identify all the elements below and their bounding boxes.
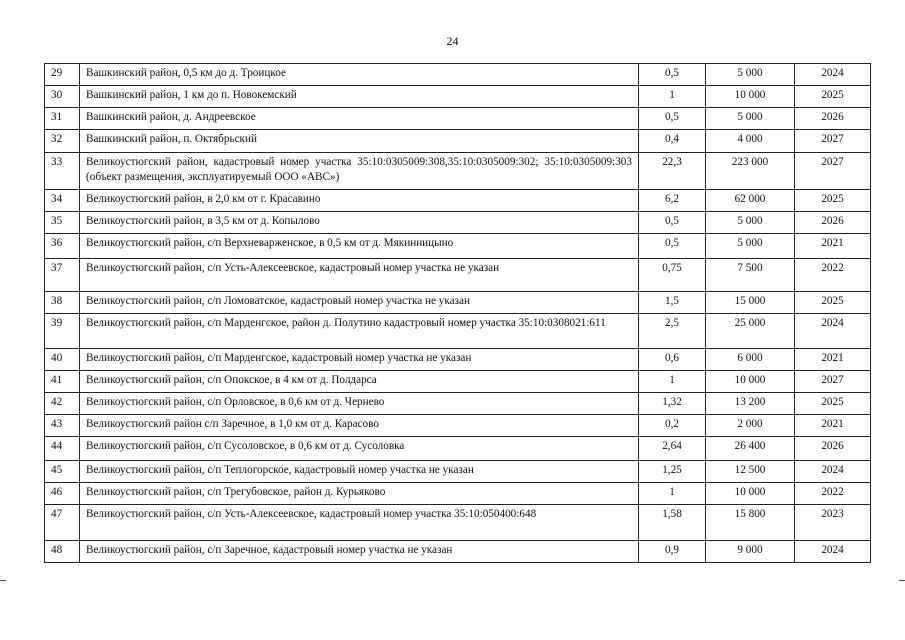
table-row — [45, 259, 871, 292]
area-cell: 0,6 — [639, 349, 706, 371]
area-cell: 0,5 — [639, 64, 706, 86]
year-cell: 2024 — [795, 314, 871, 349]
row-number-cell: 45 — [45, 461, 80, 483]
page-number: 24 — [446, 34, 459, 48]
year-cell: 2026 — [795, 108, 871, 130]
location-cell: Великоустюгский район, с/п Ломоватское, кадастровый номер участка не указан — [80, 292, 639, 314]
table-row — [45, 483, 871, 505]
year-cell: 2027 — [795, 371, 871, 393]
area-cell: 0,75 — [639, 259, 706, 292]
cost-cell: 223 000 — [706, 153, 795, 190]
area-cell: 2,5 — [639, 314, 706, 349]
row-number-cell: 34 — [45, 190, 80, 212]
year-cell: 2027 — [795, 130, 871, 153]
location-cell: Великоустюгский район, с/п Марденгское, кадастровый номер участка не указан — [80, 349, 639, 371]
cost-cell: 5 000 — [706, 64, 795, 86]
row-number-cell: 29 — [45, 64, 80, 86]
area-cell: 1,32 — [639, 393, 706, 415]
cost-cell: 62 000 — [706, 190, 795, 212]
location-cell: Великоустюгский район, с/п Трегубовское, район д. Курьяково — [80, 483, 639, 505]
location-cell: Великоустюгский район, с/п Сусоловское, в 0,6 км от д. Сусоловка — [80, 437, 639, 461]
year-cell: 2021 — [795, 415, 871, 437]
area-cell: 1,25 — [639, 461, 706, 483]
row-number-cell: 35 — [45, 212, 80, 234]
year-cell: 2024 — [795, 64, 871, 86]
cost-cell: 10 000 — [706, 483, 795, 505]
year-cell: 2026 — [795, 212, 871, 234]
row-number-cell: 30 — [45, 86, 80, 108]
table-row — [45, 541, 871, 563]
table-row — [45, 371, 871, 393]
year-cell: 2025 — [795, 292, 871, 314]
area-cell: 2,64 — [639, 437, 706, 461]
year-cell: 2025 — [795, 393, 871, 415]
cost-cell: 4 000 — [706, 130, 795, 153]
table-row — [45, 212, 871, 234]
area-cell: 0,9 — [639, 541, 706, 563]
table-row — [45, 437, 871, 461]
cost-cell: 6 000 — [706, 349, 795, 371]
year-cell: 2022 — [795, 483, 871, 505]
table-row — [45, 349, 871, 371]
area-cell: 1 — [639, 483, 706, 505]
row-number-cell: 41 — [45, 371, 80, 393]
area-cell: 22,3 — [639, 153, 706, 190]
year-cell: 2025 — [795, 190, 871, 212]
location-cell: Великоустюгский район, с/п Усть-Алексеевское, кадастровый номер участка 35:10:050400:648 — [80, 505, 639, 541]
row-number-cell: 43 — [45, 415, 80, 437]
cost-cell: 5 000 — [706, 212, 795, 234]
area-cell: 1,58 — [639, 505, 706, 541]
location-cell: Великоустюгский район, с/п Марденгское, район д. Полутино кадастровый номер участка 35:10:0308021:611 — [80, 314, 639, 349]
year-cell: 2024 — [795, 541, 871, 563]
location-cell: Вашкинский район, п. Октябрьский — [80, 130, 639, 153]
row-number-cell: 38 — [45, 292, 80, 314]
row-number-cell: 44 — [45, 437, 80, 461]
area-cell: 6,2 — [639, 190, 706, 212]
location-cell: Великоустюгский район, с/п Теплогорское, кадастровый номер участка не указан — [80, 461, 639, 483]
table-row — [45, 108, 871, 130]
cost-cell: 5 000 — [706, 234, 795, 259]
location-cell: Великоустюгский район, в 2,0 км от г. Красавино — [80, 190, 639, 212]
cost-cell: 10 000 — [706, 86, 795, 108]
location-cell: Вашкинский район, д. Андреевское — [80, 108, 639, 130]
year-cell: 2021 — [795, 234, 871, 259]
row-number-cell: 36 — [45, 234, 80, 259]
area-cell: 0,2 — [639, 415, 706, 437]
location-cell: Великоустюгский район, с/п Опокское, в 4 км от д. Полдарса — [80, 371, 639, 393]
table-row — [45, 461, 871, 483]
area-cell: 0,5 — [639, 234, 706, 259]
location-cell: Великоустюгский район, кадастровый номер участка 35:10:0305009:308,35:10:0305009:302; 35:10:0305009:303 (объект размещения, эксплуатируемый ООО «АВС») — [80, 153, 639, 190]
table-row — [45, 64, 871, 86]
table-row — [45, 505, 871, 541]
year-cell: 2024 — [795, 461, 871, 483]
cost-cell: 25 000 — [706, 314, 795, 349]
cost-cell: 12 500 — [706, 461, 795, 483]
cost-cell: 15 000 — [706, 292, 795, 314]
location-cell: Вашкинский район, 0,5 км до д. Троицкое — [80, 64, 639, 86]
cost-cell: 7 500 — [706, 259, 795, 292]
table-row — [45, 292, 871, 314]
table-row — [45, 130, 871, 153]
table-body — [45, 64, 871, 563]
row-number-cell: 46 — [45, 483, 80, 505]
year-cell: 2021 — [795, 349, 871, 371]
row-number-cell: 39 — [45, 314, 80, 349]
cost-cell: 13 200 — [706, 393, 795, 415]
cost-cell: 26 400 — [706, 437, 795, 461]
cost-cell: 2 000 — [706, 415, 795, 437]
row-number-cell: 31 — [45, 108, 80, 130]
year-cell: 2027 — [795, 153, 871, 190]
scan-edge-mark-right — [899, 580, 905, 581]
cost-cell: 10 000 — [706, 371, 795, 393]
location-cell: Великоустюгский район, с/п Заречное, кадастровый номер участка не указан — [80, 541, 639, 563]
table-row — [45, 234, 871, 259]
year-cell: 2026 — [795, 437, 871, 461]
year-cell: 2025 — [795, 86, 871, 108]
data-table — [44, 63, 871, 563]
location-cell: Великоустюгский район, в 3,5 км от д. Копылово — [80, 212, 639, 234]
row-number-cell: 48 — [45, 541, 80, 563]
cost-cell: 15 800 — [706, 505, 795, 541]
location-cell: Великоустюгский район с/п Заречное, в 1,0 км от д. Карасово — [80, 415, 639, 437]
table-row — [45, 314, 871, 349]
location-cell: Великоустюгский район, с/п Верхневарженское, в 0,5 км от д. Мякинницыно — [80, 234, 639, 259]
area-cell: 1 — [639, 86, 706, 108]
table-row — [45, 86, 871, 108]
row-number-cell: 40 — [45, 349, 80, 371]
year-cell: 2022 — [795, 259, 871, 292]
location-cell: Великоустюгский район, с/п Орловское, в 0,6 км от д. Чернево — [80, 393, 639, 415]
cost-cell: 9 000 — [706, 541, 795, 563]
table-row — [45, 153, 871, 190]
area-cell: 0,5 — [639, 108, 706, 130]
row-number-cell: 33 — [45, 153, 80, 190]
row-number-cell: 32 — [45, 130, 80, 153]
area-cell: 0,4 — [639, 130, 706, 153]
area-cell: 1 — [639, 371, 706, 393]
area-cell: 0,5 — [639, 212, 706, 234]
row-number-cell: 37 — [45, 259, 80, 292]
table-row — [45, 415, 871, 437]
scan-edge-mark-left — [0, 580, 6, 581]
row-number-cell: 47 — [45, 505, 80, 541]
location-cell: Великоустюгский район, с/п Усть-Алексеевское, кадастровый номер участка не указан — [80, 259, 639, 292]
location-cell: Вашкинский район, 1 км до п. Новокемский — [80, 86, 639, 108]
cost-cell: 5 000 — [706, 108, 795, 130]
area-cell: 1,5 — [639, 292, 706, 314]
table-row — [45, 190, 871, 212]
row-number-cell: 42 — [45, 393, 80, 415]
table-row — [45, 393, 871, 415]
year-cell: 2023 — [795, 505, 871, 541]
